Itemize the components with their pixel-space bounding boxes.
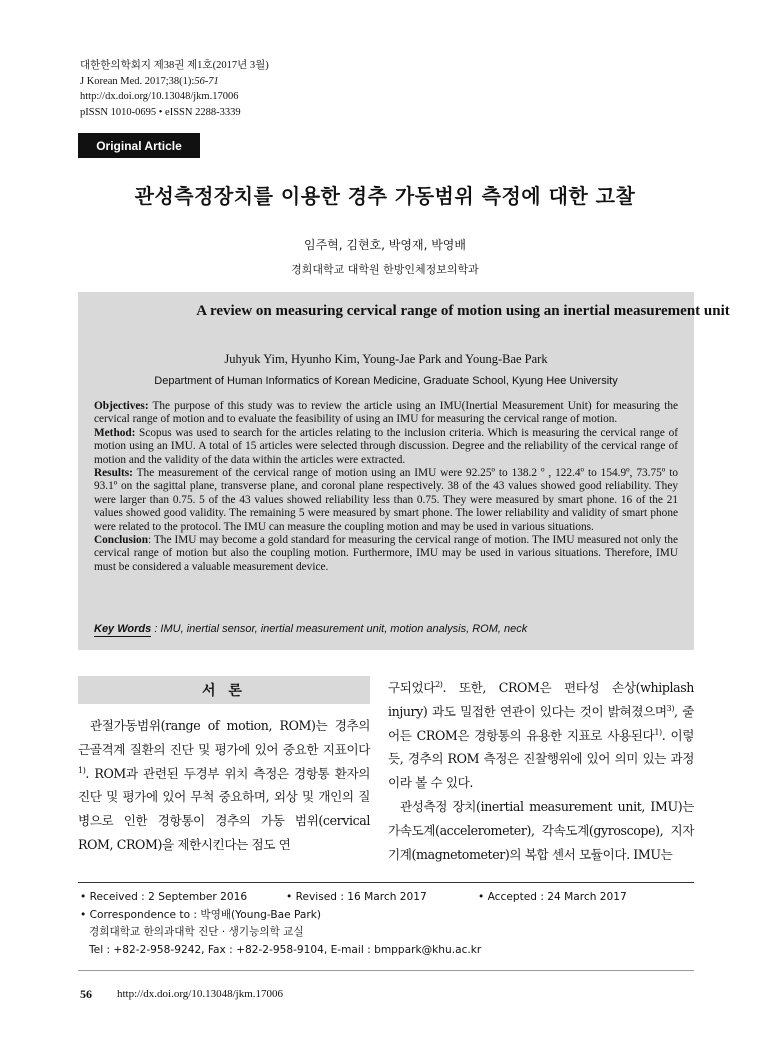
section-heading-introduction: 서 론: [78, 676, 370, 704]
results-label: Results:: [94, 467, 133, 480]
method-text: Scopus was used to search for the articles relating to the inclusion criteria. Which is measuring the cervical range of motion using an IMU. A total of 15 articles were selected through discussion. Degree and the reliability of the cervical range of motion and the validity of the data within the articles were extracted.: [94, 426, 678, 466]
body-column-left: [78, 714, 370, 857]
body-paragraph: 관성측정 장치(inertial measurement unit, IMU)는 가속도계(accelerometer), 각속도계(gyroscope), 지자기계(magnetometer)의 복합 센서 모듈이다. IMU는: [388, 798, 694, 862]
journal-info: [80, 58, 269, 120]
objectives-text: The purpose of this study was to review the article using an IMU(Inertial Measurement Unit) for measuring the cervical range of motion and to evaluate the feasibility of using an IMU for measuring the cervical range of motion.: [94, 400, 678, 426]
abstract-objectives: [94, 400, 678, 427]
revised-date: • Revised : 16 March 2017: [286, 891, 427, 903]
keywords-text: : IMU, inertial sensor, inertial measurement unit, motion analysis, ROM, neck: [151, 623, 528, 635]
keywords-label: Key Words: [94, 623, 152, 635]
reference-mark[interactable]: 3): [666, 703, 675, 713]
journal-issn: pISSN 1010-0695 • eISSN 2288-3339: [80, 106, 241, 118]
abstract-box: [78, 292, 730, 650]
title-english: A review on measuring cervical range of motion using an inertial measurement unit: [196, 303, 730, 319]
journal-citation: [80, 74, 269, 90]
journal-citation-prefix: J Korean Med. 2017;38(1):: [80, 75, 195, 87]
body-text: . ROM과 관련된 두경부 위치 측정은 경항통 환자의 진단 및 평가에 있어 무척 중요하며, 외상 및 개인의 질병으로 인한 경항통이 경추의 가동 범위(cervical ROM, CROM)을 제한시킨다는 점도 연: [78, 765, 370, 852]
authors-korean: 임주혁, 김현호, 박영재, 박영배: [304, 238, 466, 252]
footer-doi-link[interactable]: http://dx.doi.org/10.13048/jkm.17006: [117, 988, 284, 1000]
body-text: , 줄어든 CROM은 경항통의 유용한 지표로 사용된다: [388, 703, 694, 743]
journal-doi-link[interactable]: http://dx.doi.org/10.13048/jkm.17006: [80, 91, 239, 102]
affiliation-english: Department of Human Informatics of Korean Medicine, Graduate School, Kyung Hee University: [154, 375, 618, 387]
body-column-right: [388, 676, 694, 866]
method-label: Method:: [94, 426, 136, 439]
body-text: . 또한, CROM은 편타성 손상(whiplash injury) 과도 밀접한 연관이 있다는 것이 밝혀졌으며: [388, 680, 694, 719]
abstract-results: [94, 467, 678, 534]
body-text: . 이렇듯, 경추의 ROM 측정은 진찰행위에 있어 의미 있는 과정이라 볼 수 있다.: [388, 727, 694, 791]
correspondence-address: 경희대학교 한의과대학 진단 · 생기능의학 교실: [89, 926, 304, 939]
correspondence: • Correspondence to : 박영배(Young-Bae Park): [80, 908, 321, 921]
journal-citation-pages: 56-71: [194, 75, 219, 87]
footnote-divider: [78, 882, 694, 883]
abstract-body: [94, 400, 678, 574]
footnote-dates: [80, 889, 627, 907]
conclusion-text: : The IMU may become a gold standard for measuring the cervical range of motion. The IMU measured not only the cervical range of motion but also the coupling motion. Furthermore, IMU may be used in various situations. Therefore, IMU must be considered a valuable measurement device.: [94, 534, 678, 573]
body-paragraph: [388, 676, 694, 795]
correspondence-contact: Tel : +82-2-958-9242, Fax : +82-2-958-9104, E-mail : bmppark@khu.ac.kr: [89, 943, 482, 956]
journal-volume-ko: 대한한의학회지 제38권 제1호(2017년 3월): [80, 60, 269, 71]
page-number: 56: [80, 987, 92, 1001]
body-text: 구되었다: [388, 680, 436, 695]
reference-mark[interactable]: 2): [435, 679, 443, 689]
reference-mark[interactable]: 1): [78, 765, 86, 775]
received-date: • Received : 2 September 2016: [80, 891, 248, 903]
footnotes: [80, 889, 627, 959]
affiliation-korean: 경희대학교 대학원 한방인체정보의학과: [291, 263, 479, 276]
reference-mark[interactable]: 1): [654, 727, 662, 737]
objectives-label: Objectives:: [94, 400, 149, 412]
authors-english: Juhyuk Yim, Hyunho Kim, Young-Jae Park and Young-Bae Park: [224, 352, 548, 366]
body-text: 관절가동범위(range of motion, ROM)는 경추의 근골격계 질환의 진단 및 평가에 있어 중요한 지표이다: [78, 718, 370, 757]
footer-divider: [78, 970, 694, 971]
accepted-date: • Accepted : 24 March 2017: [478, 891, 627, 903]
conclusion-label: Conclusion: [94, 534, 148, 547]
keywords: [94, 623, 527, 635]
abstract-method: [94, 427, 678, 467]
article-type-badge: Original Article: [78, 133, 200, 158]
results-text: The measurement of the cervical range of motion using an IMU were 92.25º to 138.2 º , 122.4º to 154.9º, 73.75º to 93.1º on the sagittal plane, transverse plane, and coronal plane respectively. 38 of the 43 values showed good reliability. They were larger than 0.75. 5 of the 43 values showed reliability less than 0.75. They were measured by smart phone. 16 of the 21 values showed good validity. The remaining 5 were measured by smart phone. The lower reliability and validity of smart phone were related to the protocol. The IMU can measure the coupling motion and may be used in various situations.: [94, 467, 678, 533]
title-korean: 관성측정장치를 이용한 경추 가동범위 측정에 대한 고찰: [134, 184, 636, 208]
abstract-conclusion: [94, 534, 678, 574]
body-paragraph: [78, 714, 370, 857]
